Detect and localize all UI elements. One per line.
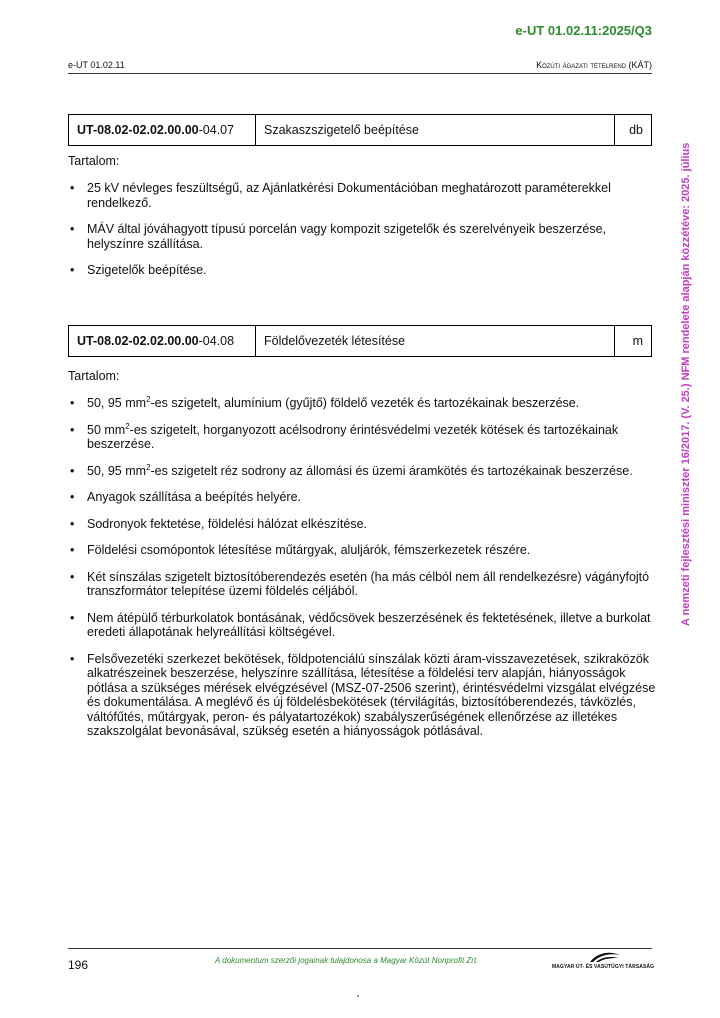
company-logo [552, 950, 654, 972]
list-item: • Földelési csomópontok létesítése műtárgyak, aluljárók, fémszerkezetek részére. [68, 543, 658, 558]
header-left: e-UT 01.02.11 [68, 60, 125, 70]
list-item: • MÁV által jóváhagyott típusú porcelán vagy kompozit szigetelők és szerelvényeik beszerzése, helyszínre szállítása. [68, 222, 658, 251]
list-item: • Sodronyok fektetése, földelési hálózat elkészítése. [68, 517, 658, 532]
page-number: 196 [68, 958, 89, 972]
list-item: • Felsővezetéki szerkezet bekötések, földpotenciálú sínszálak közti áram-visszavezetések, szikraközök alkatrészeinek beszerzése, helyszínre szállítása, létesítése a földelési terv alapján, hiányosságok pótlása a szükséges mérések elvégzésével (MSZ-07-2506 szerint), érintésvédelmi vizsgálat elvégzése és dokumentálása. A meglévő és új földelésbekötések (térvilágítás, biztosítóberendezés, távközlés, váltófűtés, műtárgyak, peron- és pályatartozékok) szabályszerűségének ellenőrzése az illetékes szakszolgálat bevonásával, szükség esetén a hiányosságok pótlásával. [68, 652, 658, 739]
list-item: • 50, 95 $mm^2-es$ szigetelt réz sodrony az állomási és üzemi áramkötés és tartozékainak beszerzése. [68, 464, 658, 479]
item-code: UT-08.02-02.02.00.00-04.08 [69, 326, 256, 357]
list-item: • Anyagok szállítása a beépítés helyére. [68, 490, 658, 505]
list-item: • Nem átépülő térburkolatok bontásának, védőcsövek beszerzésének és fektetésének, illetve a burkolat eredeti állapotának helyreállítási költségével. [68, 611, 658, 640]
footer-divider [68, 948, 652, 949]
document-code: e-UT 01.02.11:2025/Q3 [515, 23, 652, 38]
content-label: Tartalom: [68, 154, 120, 168]
list-item: • 25 kV névleges feszültségű, az Ajánlatkérési Dokumentációban meghatározott paraméterekkel rendelkező. [68, 181, 658, 210]
logo-text: MAGYAR ÚT- ÉS VASÚTÜGYI TÁRSASÁG [552, 964, 655, 970]
swoosh-logo-icon [588, 950, 622, 964]
page-dot [357, 995, 359, 997]
header-right: Közúti ágazati tételrend (KÁT) [536, 60, 652, 70]
list-item: • Szigetelők beépítése. [68, 263, 658, 278]
item-unit: m [615, 326, 652, 357]
item-table-04-08 [68, 325, 652, 357]
bullet-list-04-08 [68, 396, 658, 739]
list-item: • 50 $mm^2-es$ szigetelt, horganyozott acélsodrony érintésvédelmi vezeték kötések és tartozékainak beszerzése. [68, 423, 658, 452]
side-publication-note: A nemzeti fejlesztési miniszter 16/2017. (V. 25.) NFM rendelete alapján közzétéve: 2025. július [680, 142, 692, 626]
content-label: Tartalom: [68, 369, 120, 383]
copyright-notice: A dokumentum szerzői jogainak tulajdonosa a Magyar Közút Nonprofit Zrt. [215, 956, 479, 965]
list-item: • Két sínszálas szigetelt biztosítóberendezés esetén (ha más célból nem áll rendelkezésre) vágányfojtó transzformátor telepítése üzemi földelés céljából. [68, 570, 658, 599]
item-title: Földelővezeték létesítése [256, 326, 615, 357]
bullet-list-04-07 [68, 181, 658, 278]
header-divider [68, 73, 652, 74]
item-unit: db [615, 115, 652, 146]
list-item: • 50, 95 $mm^2-es$ szigetelt, alumínium (gyűjtő) földelő vezeték és tartozékainak beszerzése. [68, 396, 658, 411]
item-code: UT-08.02-02.02.00.00-04.07 [69, 115, 256, 146]
item-title: Szakaszszigetelő beépítése [256, 115, 615, 146]
item-table-04-07 [68, 114, 652, 146]
